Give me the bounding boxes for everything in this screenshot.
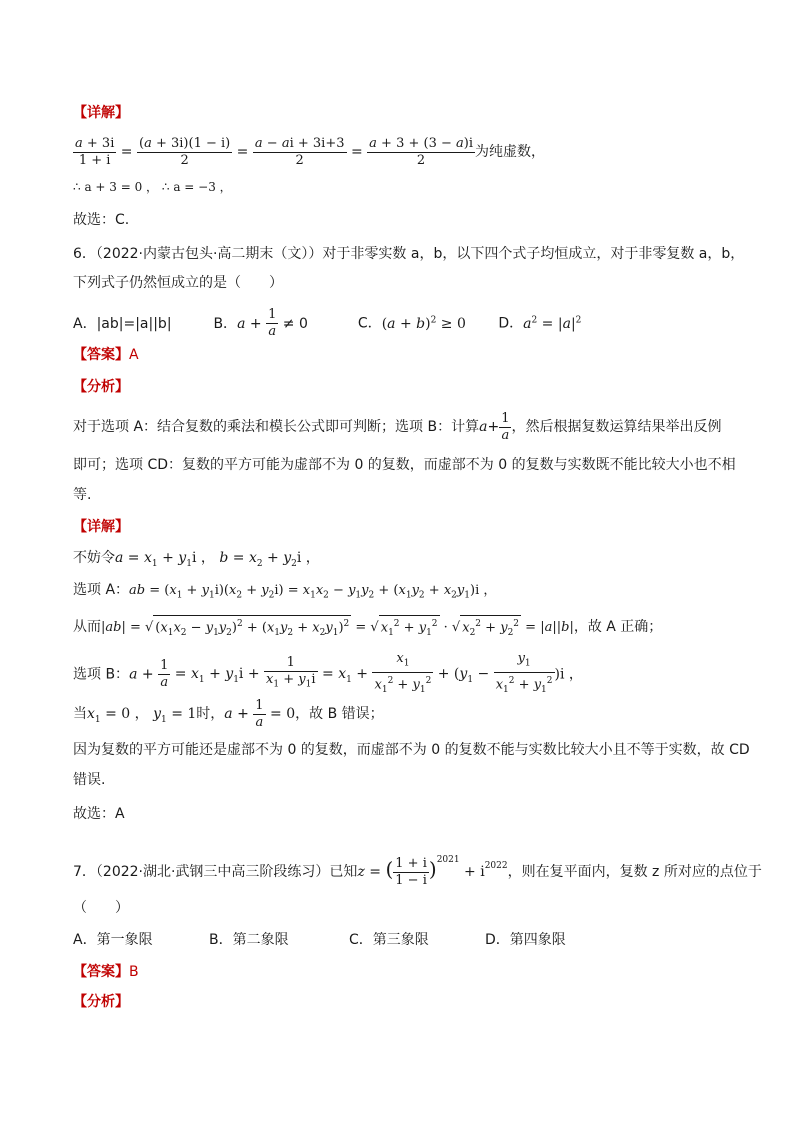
q7-options xyxy=(73,930,734,950)
detail-label-q6: 【详解】 xyxy=(73,519,129,535)
q7-option-b: B．第二象限 xyxy=(209,932,289,948)
q5-pure-imaginary-text: 为纯虚数， xyxy=(475,144,545,160)
q7-answer: 【答案】B xyxy=(73,964,139,980)
q6-detail-line2: 选项 A：ab = $(x_1 + y_1i)(x_2 + y_2i) = x_1x_2 - y_1y_2 + (x_1y_2 + x_2y_1)i$ ， xyxy=(73,582,497,601)
q6-option-a: A．|ab|=|a||b| xyxy=(73,315,172,332)
q6-analysis-line2: 即可；选项 CD：复数的平方可能为虚部不为 0 的复数，而虚部不为 0 的复数与实数既不能比较大小也不相 xyxy=(73,457,736,473)
q6-stem-line1: 6．（2022·内蒙古包头·高二期末（文））对于非零实数 a，b，以下四个式子均恒成立，对于非零复数 a，b， xyxy=(73,246,745,262)
q6-option-b: B．a + $\frac{1}{a}$ ≠ 0 xyxy=(213,307,308,340)
q6-stem-line2: 下列式子仍然恒成立的是（ ） xyxy=(73,275,283,291)
q7-option-c: C．第三象限 xyxy=(349,932,429,948)
analysis-label-q7: 【分析】 xyxy=(73,994,129,1010)
detail-label-q5: 【详解】 xyxy=(73,105,129,121)
analysis-label-q6: 【分析】 xyxy=(73,379,129,395)
q6-analysis-line1: 对于选项 A：结合复数的乘法和模长公式即可判断；选项 B：计算a+ $\frac{1}{a}$ ，然后根据复数运算结果举出反例 xyxy=(73,410,722,443)
q7-option-d: D．第四象限 xyxy=(485,932,566,948)
q6-detail-line4: 选项 B：a + $\frac{1}{a}$ = $x_1 + y_1i$ + $\frac{1}{x_1 + y_1i}$ = $x_1$ + $\frac{x_1}{x_1^2 + y_1^2}$ + ($y_1$ − $\frac{y_1}{x_1^2 + y_1^2}$ )i ， xyxy=(73,651,583,695)
q5-choice: 故选：C. xyxy=(73,212,130,228)
q6-answer: 【答案】A xyxy=(73,347,139,363)
q5-step2: ∴ a + 3 = 0 ， ∴ a = −3 ， xyxy=(73,180,232,194)
q6-options xyxy=(73,303,734,340)
q7-option-a: A．第一象限 xyxy=(73,932,153,948)
q7-stem-line2: （ ） xyxy=(73,900,129,916)
q5-derivation: $\frac{a + 3i}{1 + i}$ = $\frac{(a + 3i)(1 - i)}{2}$ = $\frac{a - ai + 3i+3}{2}$ = $\frac{a + 3 + (3 - a)i}{2}$ 为纯虚数， xyxy=(75,135,545,168)
q6-option-d: D．$a^2 = |a|^2$ xyxy=(498,315,582,332)
q6-choice: 故选：A xyxy=(73,806,125,822)
q7-stem-line1: 7．（2022·湖北·武钢三中高三阶段练习）已知z = ( $\frac{1 + i}{1 - i}$ )$^{2021} + i^{2022}$，则在复平面内，复数 z 所对应的点位于 xyxy=(73,855,762,888)
q6-detail-line3: 从而|ab| = √ $(x_1x_2 - y_1y_2)^2 + (x_1y_2 + x_2y_1)^2$ = √ $x_1^2 + y_1^2$ · √ $x_2^2 + y_2^2 = |a||b|$，故 A 正确； xyxy=(73,614,734,640)
q6-option-c: C．$(a + b)^2 \ge 0$ xyxy=(357,315,466,332)
q6-detail-line5: 当$x_1 = 0$ ， $y_1 = 1$时，a + $\frac{1}{a}$ = 0，故 B 错误； xyxy=(73,697,384,730)
q6-detail-line6: 因为复数的平方可能还是虚部不为 0 的复数，而虚部不为 0 的复数不能与实数比较大小且不等于实数，故 CD xyxy=(73,742,750,758)
q6-detail-line7: 错误. xyxy=(73,772,106,788)
q6-analysis-line3: 等. xyxy=(73,487,92,503)
q6-detail-line1: 不妨令$a = x_1 + y_1i$ ， $b = x_2 + y_2i$ ， xyxy=(73,550,320,569)
